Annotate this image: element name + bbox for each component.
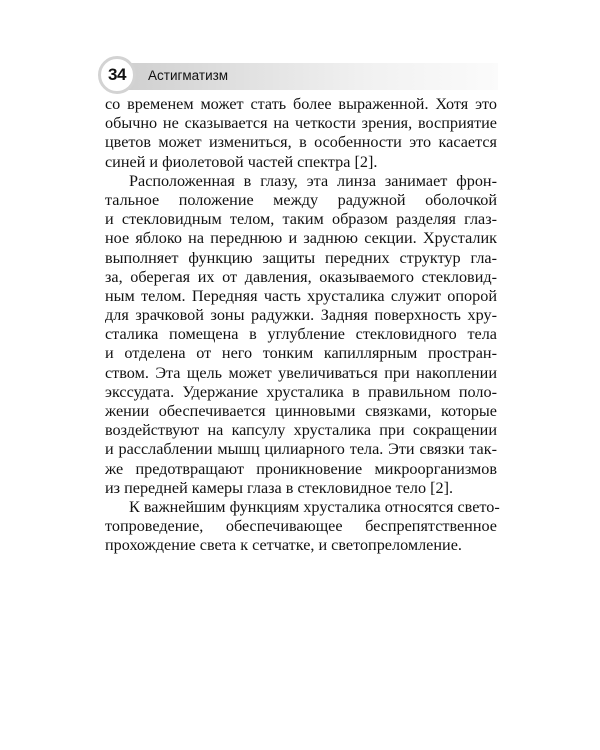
page-number-badge: [98, 56, 136, 94]
text-line: же предотвращают проникновение микроорганизмов: [105, 459, 497, 478]
text-line: за, оберегая их от давления, оказываемого стекловид-: [105, 267, 497, 286]
text-line: ством. Эта щель может увеличиваться при накоплении: [105, 363, 497, 382]
text-line: со временем может стать более выраженной. Хотя это: [105, 95, 497, 113]
text-line: ное яблоко на переднюю и заднюю секции. Хрусталик: [105, 229, 497, 248]
text-line: К важнейшим функциям хрусталика относятся свето-: [129, 497, 500, 516]
text-line: и отделена от него тонким капиллярным простран-: [105, 344, 497, 363]
text-line: для зрачковой зоны радужки. Задняя поверхность хру-: [105, 306, 497, 325]
text-line: и расслаблении мышц цилиарного тела. Эти связки так-: [105, 440, 497, 459]
running-title: Астигматизм: [148, 68, 229, 83]
text-line: Расположенная в глазу, эта линза занимает фрон-: [129, 171, 497, 190]
body-text: [105, 95, 500, 556]
text-line: цветов может измениться, в особенности это касается: [105, 133, 497, 152]
text-line: тальное положение между радужной оболочкой: [105, 190, 497, 209]
text-line: выполняет функцию защиты передних структур гла-: [105, 248, 497, 267]
text-line: топроведение, обеспечивающее беспрепятственное: [105, 517, 497, 536]
text-line: обычно не сказывается на четкости зрения, восприятие: [105, 114, 497, 133]
text-line: и стекловидным телом, таким образом разделяя глаз-: [105, 210, 497, 229]
text-line: жении обеспечивается цинновыми связками, которые: [105, 402, 497, 420]
page-number: 34: [108, 65, 126, 84]
text-line: ным телом. Передняя часть хрусталика служит опорой: [105, 286, 497, 305]
paragraph-3: [105, 497, 500, 556]
paragraph-2: [105, 172, 497, 498]
text-line: синей и фиолетовой частей спектра [2].: [105, 152, 378, 171]
paragraph-1: [105, 95, 497, 172]
text-line: сталика помещена в углубление стекловидного тела: [105, 325, 497, 344]
text-line: из передней камеры глаза в стекловидное тело [2].: [105, 478, 454, 497]
text-line: экссудата. Удержание хрусталика в правильном поло-: [105, 382, 497, 401]
text-line: прохождение света к сетчатке, и светопреломление.: [105, 536, 462, 555]
text-line: воздействуют на капсулу хрусталика при сокращении: [105, 421, 497, 440]
